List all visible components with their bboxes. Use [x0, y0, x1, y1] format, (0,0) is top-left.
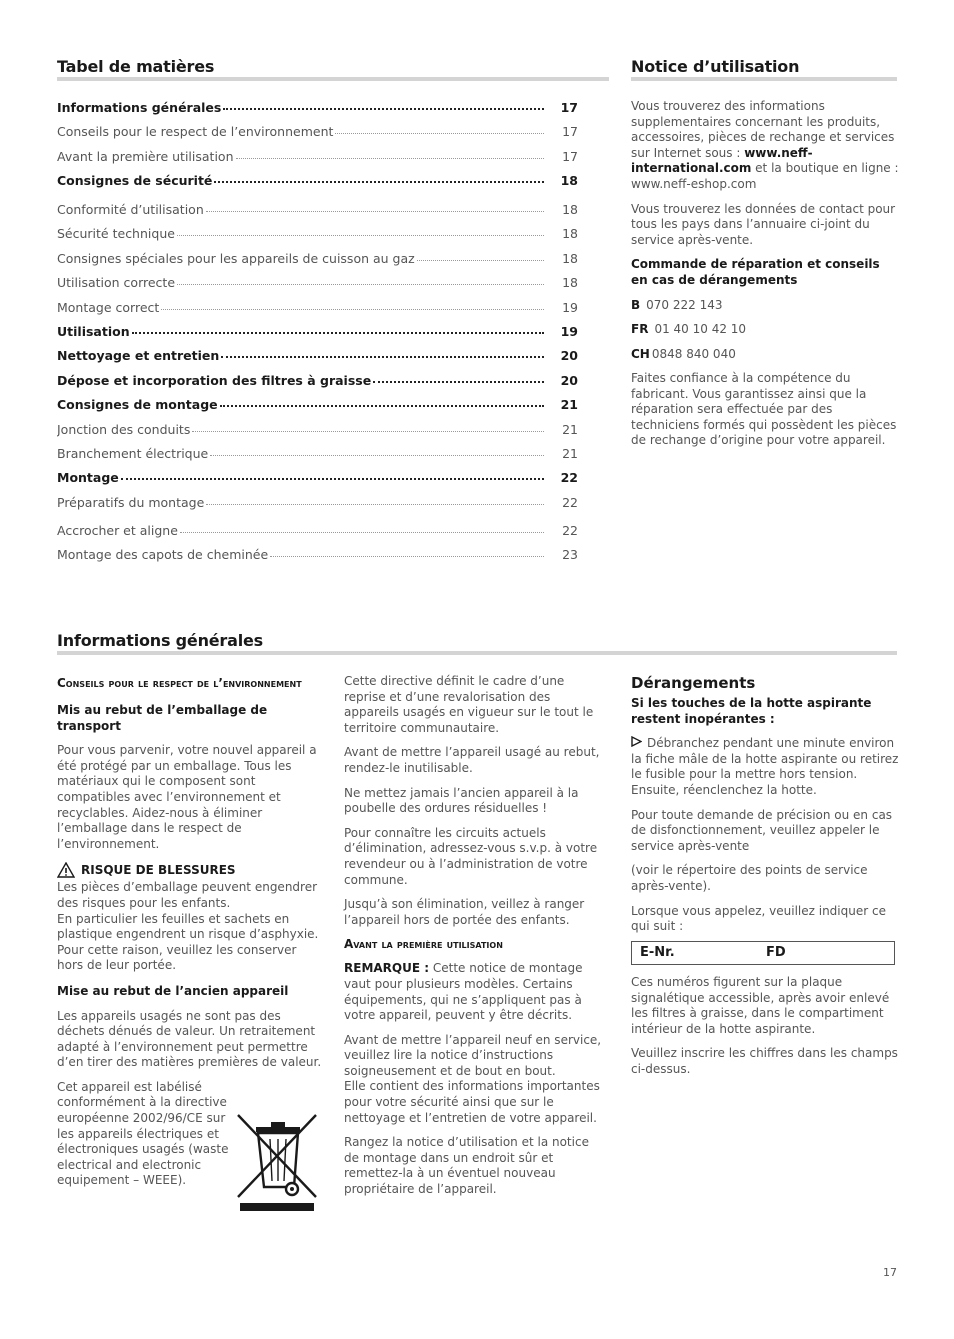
derangements-title: Dérangements	[631, 674, 756, 692]
toc-entry[interactable]	[57, 300, 578, 318]
enfants-text: Jusqu’à son élimination, veillez à ranger l’appareil hors de portée des enfants.	[344, 897, 585, 927]
remarque-text: REMARQUE : Cette notice de montage vaut pour plusieurs modèles. Certains équipements, qui ne s’appliquent pas à votre appareil, peuvent y être décrits.	[344, 961, 583, 1023]
toc-entry-title: Conformité d’utilisation	[57, 202, 204, 217]
toc-entry-page: 22	[562, 495, 578, 510]
toc-entry-title: Préparatifs du montage	[57, 495, 205, 510]
toc-entry[interactable]	[57, 226, 578, 244]
toc-entry-title: Consignes de montage	[57, 397, 218, 412]
website-link[interactable]: www.neff-international.com	[631, 145, 813, 176]
toc-entry[interactable]	[57, 446, 578, 464]
toc-leader-dots	[373, 373, 544, 383]
toc-entry-page: 19	[560, 324, 578, 339]
toc-entry[interactable]	[57, 523, 578, 541]
general-column-3-lower	[631, 975, 899, 1078]
toc-entry[interactable]	[57, 397, 578, 415]
toc-entry-title: Conseils pour le respect de l’environnement	[57, 124, 334, 139]
env-heading: Conseils pour le respect de l’environnement	[57, 676, 302, 690]
indiquer-text: Lorsque vous appelez, veuillez indiquer ce qui suit :	[631, 903, 886, 934]
toc-entry-title: Utilisation correcte	[57, 275, 176, 290]
toc-entry-title: Utilisation	[57, 324, 130, 339]
toc-leader-dots	[206, 202, 544, 212]
toc-entry-page: 17	[562, 149, 578, 164]
toc-entry[interactable]	[57, 251, 578, 269]
toc-entry-title: Informations générales	[57, 100, 222, 115]
toc-entry-title: Nettoyage et entretien	[57, 348, 220, 363]
toc-leader-dots	[177, 275, 544, 285]
notice-paragraph-contacts: Vous trouverez les données de contact pour tous les pays dans l’annuaire ci-joint du service après-vente.	[631, 201, 896, 247]
enr-label: E-Nr.	[640, 945, 675, 960]
toc-leader-dots	[132, 324, 544, 334]
toc-leader-dots	[335, 124, 544, 134]
general-column-3	[631, 674, 899, 935]
warning-icon	[57, 862, 75, 878]
directive-text: Cette directive définit le cadre d’une reprise et d’une revalorisation des appareils usagés en vigueur sur le tout le territoire communautaire.	[344, 674, 594, 735]
toc-leader-dots	[221, 348, 544, 358]
toc-entry-page: 18	[562, 226, 578, 241]
poubelle-text: Ne mettez jamais l’ancien appareil à la poubelle des ordures résiduelles !	[344, 785, 579, 816]
emballage-text: Pour vous parvenir, votre nouvel appareil a été protégé par un emballage. Tous les matériaux qui le composent sont compatibles avec l’environnement et recyclables. Aidez-nous à éliminer l’emballage dans le respect de l’environnement.	[57, 743, 317, 851]
toc-leader-dots	[121, 470, 544, 480]
toc-entry-page: 21	[562, 422, 578, 437]
derangements-step: Débranchez pendant une minute environ la fiche mâle de la hotte aspirante ou retirez le fusible pour la mettre hors tension. Ensuite, réenclenchez la hotte.	[631, 736, 899, 797]
toc-leader-dots	[236, 149, 545, 159]
toc-entry[interactable]	[57, 173, 578, 191]
weee-text: Cet appareil est labélisé conformément à la directive européenne 2002/96/CE sur les appareils électriques et électroniques usagés (waste electrical and electronic equipement – WEEE).	[57, 1079, 229, 1188]
service-text: Pour toute demande de précision ou en cas de disfonctionnement, veuillez appeler le service après-vente	[631, 807, 893, 853]
toc-entry-title: Dépose et incorporation des filtres à graisse	[57, 373, 372, 388]
toc-entry[interactable]	[57, 124, 578, 142]
circuits-text: Pour connaître les circuits actuels d’élimination, adressez-vous s.v.p. à votre revendeur ou à l’administration de votre commune.	[344, 825, 598, 887]
avant-heading: Avant la première utilisation	[344, 937, 503, 952]
toc-leader-dots	[161, 300, 544, 310]
commande-heading: Commande de réparation et conseils en cas de dérangements	[631, 257, 880, 287]
general-title: Informations générales	[57, 631, 263, 650]
risque-text-1: Les pièces d’emballage peuvent engendrer des risques pour les enfants.	[57, 880, 318, 910]
toc-entry-page: 20	[560, 348, 578, 363]
plaque-text: Ces numéros figurent sur la plaque signalétique accessible, après avoir enlevé les filtres à graisse, dans le compartiment intérieur de la hotte aspirante.	[631, 975, 890, 1036]
toc-entry-title: Accrocher et aligne	[57, 523, 178, 538]
derangements-subhead: Si les touches de la hotte aspirante restent inopérantes :	[631, 696, 872, 726]
toc-entry[interactable]	[57, 348, 578, 366]
toc-entry-title: Montage des capots de cheminée	[57, 547, 269, 562]
toc-leader-dots	[270, 547, 544, 557]
lire-notice-text: Avant de mettre l’appareil neuf en service, veuillez lire la notice d’instructions soigneusement et de bout en bout.	[344, 1032, 602, 1078]
toc-entry[interactable]	[57, 373, 578, 391]
toc-entry[interactable]	[57, 470, 578, 488]
toc-entry[interactable]	[57, 495, 578, 513]
toc-entry[interactable]	[57, 275, 578, 293]
toc-title-rule	[57, 77, 609, 81]
toc-entry-title: Branchement électrique	[57, 446, 209, 461]
toc-entry[interactable]	[57, 202, 578, 220]
toc-leader-dots	[417, 251, 544, 261]
toc-leader-dots	[220, 397, 544, 407]
contact-row-b: B 070 222 143	[631, 298, 723, 312]
general-column-2	[344, 674, 606, 1198]
toc-leader-dots	[214, 173, 544, 183]
toc-entry-page: 19	[562, 300, 578, 315]
toc-entry-page: 22	[560, 470, 578, 485]
risque-heading: RISQUE DE BLESSURES	[57, 862, 322, 878]
toc-entry[interactable]	[57, 100, 578, 118]
toc-entry-page: 20	[560, 373, 578, 388]
notice-title-rule	[631, 77, 897, 81]
toc-title: Tabel de matières	[57, 57, 215, 76]
toc-entry-title: Consignes de sécurité	[57, 173, 213, 188]
toc-leader-dots	[180, 523, 544, 533]
toc-entry-page: 17	[562, 124, 578, 139]
inscrire-text: Veuillez inscrire les chiffres dans les champs ci-dessus.	[631, 1046, 898, 1076]
rebut-text: Avant de mettre l’appareil usagé au rebut, rendez-le inutilisable.	[344, 745, 600, 775]
toc-entry-page: 18	[562, 251, 578, 266]
notice-paragraph-trust: Faites confiance à la compétence du fabricant. Vous garantissez ainsi que la réparation sera effectuée par des techniciens formés qui possèdent les pièces de rechange d’origine pour votre appareil.	[631, 371, 897, 448]
enr-fd-field-box[interactable]	[631, 941, 895, 965]
ranger-notice-text: Rangez la notice d’utilisation et la notice de montage dans un endroit sûr et remettez-la à un éventuel nouveau propriétaire de l’appareil.	[344, 1135, 589, 1197]
toc-entry-page: 18	[562, 275, 578, 290]
toc-entry[interactable]	[57, 422, 578, 440]
notice-paragraph-web: Vous trouverez des informations supplementaires concernant les produits, accessoires, pièces de rechange et services sur Internet sous : www.neff-international.com et la boutique en ligne : www.neff-eshop.com	[631, 99, 899, 191]
general-title-rule	[57, 651, 897, 655]
toc-entry-title: Avant la première utilisation	[57, 149, 234, 164]
toc-entry-page: 21	[562, 446, 578, 461]
repertoire-text: (voir le répertoire des points de service après-vente).	[631, 863, 868, 893]
toc-entry-page: 18	[560, 173, 578, 188]
toc-entry[interactable]	[57, 149, 578, 167]
toc-entry-page: 18	[562, 202, 578, 217]
toc-entry-page: 23	[562, 547, 578, 562]
toc-entry[interactable]	[57, 324, 578, 342]
toc-entry-title: Sécurité technique	[57, 226, 175, 241]
notice-text	[631, 99, 899, 289]
toc-entry-title: Montage correct	[57, 300, 160, 315]
notice-title: Notice d’utilisation	[631, 57, 800, 76]
page-number: 17	[883, 1266, 897, 1279]
toc-entry-page: 22	[562, 523, 578, 538]
ancien-heading: Mise au rebut de l’ancien appareil	[57, 983, 289, 998]
toc-entry-title: Montage	[57, 470, 119, 485]
risque-text-2: En particulier les feuilles et sachets en plastique engendrent un risque d’asphyxie. Pour cette raison, veuillez les conserver hors de leur portée.	[57, 911, 319, 973]
ancien-text: Les appareils usagés ne sont pas des déchets dénués de valeur. Un retraitement adapté à l’environnement peut permettre d’en tirer des matières premières de valeur.	[57, 1008, 322, 1070]
contact-row-ch: CH 0848 840 040	[631, 347, 736, 361]
step-triangle-icon	[631, 736, 643, 752]
toc-entry-title: Jonction des conduits	[57, 422, 191, 437]
toc-entry-page: 17	[560, 100, 578, 115]
toc-leader-dots	[223, 100, 544, 110]
toc-leader-dots	[206, 495, 544, 505]
toc-entry-page: 21	[560, 397, 578, 412]
emballage-heading: Mis au rebut de l’emballage de transport	[57, 703, 268, 733]
crossed-out-wheelie-bin-icon	[236, 1113, 318, 1213]
toc-entry-title: Consignes spéciales pour les appareils de cuisson au gaz	[57, 251, 415, 266]
toc-entry[interactable]	[57, 547, 578, 565]
toc-leader-dots	[210, 446, 544, 456]
fd-label: FD	[766, 945, 786, 960]
contact-row-fr: FR 01 40 10 42 10	[631, 322, 747, 336]
informations-importantes-text: Elle contient des informations importantes pour votre sécurité ainsi que sur le nettoyage et l’entretien de votre appareil.	[344, 1079, 600, 1125]
toc-leader-dots	[177, 226, 544, 236]
toc-leader-dots	[192, 422, 544, 432]
